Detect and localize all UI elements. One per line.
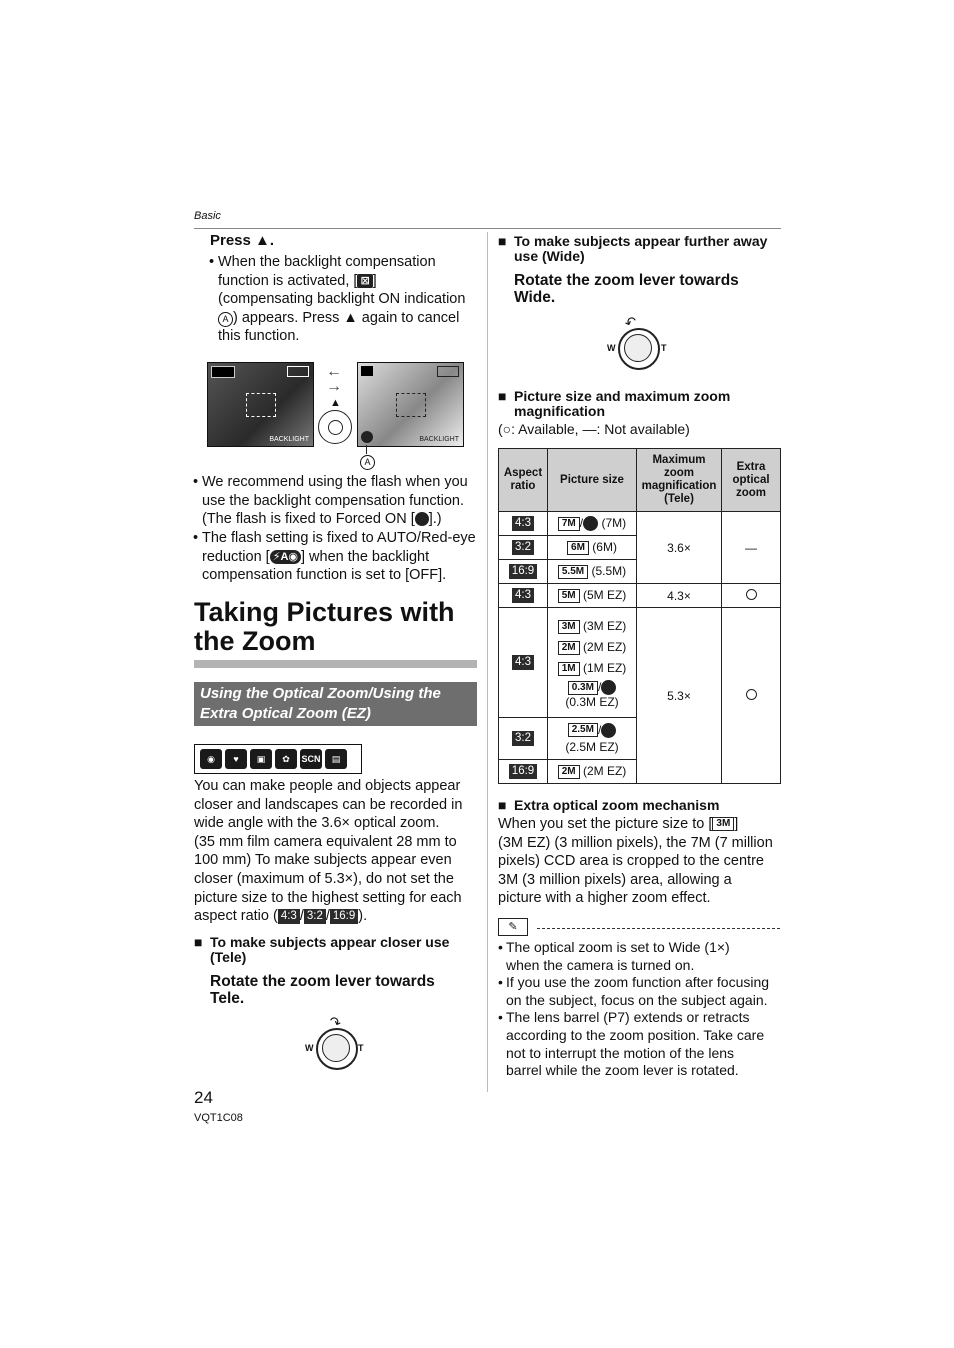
section-label: Basic <box>194 210 221 222</box>
macro-mode-icon: ✿ <box>275 749 297 769</box>
ratio-3-2-icon: 3:2 <box>304 909 326 924</box>
ratio-4-3-icon: 4:3 <box>278 909 300 924</box>
wide-instruction: Rotate the zoom lever towards Wide. <box>514 272 739 306</box>
square-bullet-icon: ■ <box>194 934 203 950</box>
table-row: 4:3 5M (5M EZ) 4.3× <box>499 584 781 608</box>
page-number: 24 <box>194 1088 213 1107</box>
ratio-16-9-icon: 16:9 <box>330 909 358 924</box>
indicator-a-icon: A <box>218 312 233 327</box>
motion-picture-mode-icon: ▤ <box>325 749 347 769</box>
flash-setting-bullet: • The flash setting is fixed to AUTO/Red-eye reduction [ ⚡A◉ ] when the backlight compensation function is set to [OFF]. <box>193 530 476 584</box>
flash-forced-on-icon <box>415 512 429 526</box>
mechanism-paragraph: When you set the picture size to [ 3M ] (3M EZ) (3 million pixels), the 7M (7 million pixels) CCD area is cropped to the centre 3M (3 million pixels) area, allowing a picture with a higher zoom effect. <box>498 816 773 907</box>
scene-mode-icon: SCN <box>300 749 322 769</box>
camera-simple-mode-icon: ▣ <box>250 749 272 769</box>
availability-legend: (○: Available, —: Not available) <box>498 421 690 437</box>
backlight-label: BACKLIGHT <box>419 436 459 443</box>
note-icon: ✎ <box>498 918 528 936</box>
list-item: • The optical zoom is set to Wide (1×) when the camera is turned on. <box>498 939 730 973</box>
header-rule <box>194 228 781 229</box>
zoom-lever-wide-icon: ↶ W T <box>607 318 672 380</box>
table-row: 16:9 2M (2M EZ) <box>499 760 781 784</box>
indicator-a-callout: A <box>360 455 375 470</box>
table-row: 4:3 3M (3M EZ) 2M (2M EZ) 1M (1M EZ) 0.3M / (0.3M EZ) 5.3× <box>499 608 781 718</box>
motion-picture-icon <box>583 516 598 531</box>
heart-mode-icon: ♥ <box>225 749 247 769</box>
table-row: 3:2 2.5M / (2.5M EZ) <box>499 718 781 760</box>
note-divider <box>537 928 780 929</box>
column-divider <box>487 232 488 1092</box>
tele-instruction: Rotate the zoom lever towards Tele. <box>210 973 435 1007</box>
table-row: 4:3 7M / (7M) 3.6× — <box>499 512 781 536</box>
af-frame <box>246 393 276 417</box>
battery-icon <box>287 366 309 377</box>
size-3m-icon: 3M <box>712 817 734 831</box>
arrow-right-icon: → <box>326 378 342 395</box>
camera-mode-icon: ◉ <box>200 749 222 769</box>
up-triangle-icon: ▲ <box>330 397 341 409</box>
nav-pad-icon <box>318 410 352 444</box>
table-row: 16:9 5.5M (5.5M) <box>499 560 781 584</box>
tele-heading: ■ To make subjects appear closer use (Tele) <box>194 934 450 965</box>
title-underline <box>194 660 477 668</box>
press-up-instruction: Press ▲. <box>210 232 275 249</box>
model-code: VQT1C08 <box>194 1112 243 1124</box>
header-picture-size: Picture size <box>548 449 637 512</box>
square-bullet-icon: ■ <box>498 233 507 249</box>
list-item: • If you use the zoom function after focusing on the subject, focus on the subject again. <box>498 974 770 1008</box>
arrow-left-icon: ← <box>326 363 342 380</box>
backlight-bullet: • When the backlight compensation function is activated, [ ⊠ ] (compensating backlight ON indication A ) appears. Press ▲ again to cancel this function. <box>209 254 466 345</box>
flash-recommend-bullet: • We recommend using the flash when you use the backlight compensation function. (The flash is fixed to Forced ON [ ].) <box>193 474 468 528</box>
available-icon <box>746 689 757 700</box>
notes-list <box>498 939 791 1080</box>
mechanism-heading: ■ Extra optical zoom mechanism <box>498 797 720 813</box>
wide-heading: ■ To make subjects appear further away use (Wide) <box>498 233 768 264</box>
header-aspect-ratio: Aspect ratio <box>499 449 548 512</box>
header-extra-optical-zoom: Extra optical zoom <box>722 449 781 512</box>
flash-forced-icon <box>361 366 373 376</box>
motion-picture-icon <box>601 680 616 695</box>
square-bullet-icon: ■ <box>498 388 507 404</box>
available-icon <box>746 589 757 600</box>
auto-redeye-icon: ⚡A◉ <box>270 550 301 564</box>
lcd-screen-before <box>207 362 314 447</box>
motion-picture-icon <box>601 723 616 738</box>
zoom-lever-tele-icon: ↷ W T <box>305 1018 370 1080</box>
header-max-zoom: Maximum zoom magnification (Tele) <box>637 449 722 512</box>
size-heading: ■ Picture size and maximum zoom magnification <box>498 388 731 419</box>
battery-icon <box>437 366 459 377</box>
page-title: Taking Pictures with the Zoom <box>194 597 455 656</box>
backlight-icon: ⊠ <box>357 274 372 288</box>
backlight-label: BACKLIGHT <box>269 436 309 443</box>
list-item: • The lens barrel (P7) extends or retracts according to the zoom position. Take care not to interrupt the motion of the lens barrel while the zoom lever is rotated. <box>498 1009 765 1079</box>
subsection-banner: Using the Optical Zoom/Using the Extra Optical Zoom (EZ) <box>194 682 477 726</box>
flash-mode-icon <box>211 366 235 378</box>
mode-icons-row <box>194 744 362 774</box>
lcd-screen-after <box>357 362 464 447</box>
table-row: 3:2 6M (6M) <box>499 536 781 560</box>
intro-paragraph: You can make people and objects appear closer and landscapes can be recorded in wide angle with the 3.6× optical zoom. (35 mm film camera equivalent 28 mm to 100 mm) To make subjects appear even closer (maximum of 5.3×), do not set the picture size to the highest setting for each aspect ratio ( 4:3 / 3:2 / 16:9 ). <box>194 778 463 925</box>
backlight-on-icon <box>361 431 373 443</box>
af-frame <box>396 393 426 417</box>
zoom-table <box>498 448 781 784</box>
square-bullet-icon: ■ <box>498 797 507 813</box>
